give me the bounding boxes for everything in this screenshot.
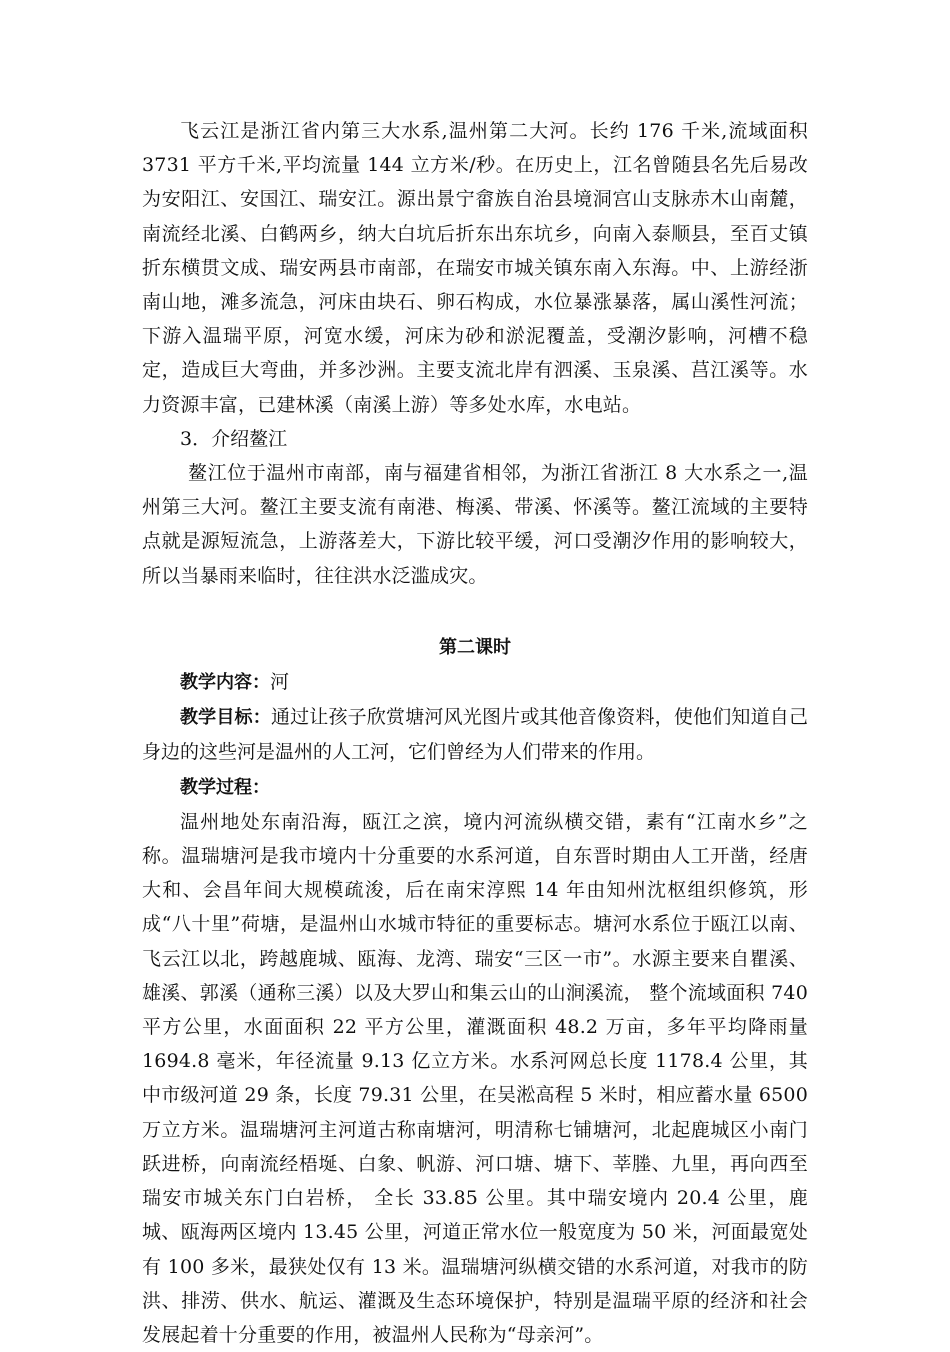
item-introduce-aojiang: 3．介绍鳌江 [180,427,288,450]
teaching-goal-line [142,700,808,769]
teaching-goal-value: 通过让孩子欣赏塘河风光图片或其他音像资料，使他们知道自己身边的这些河是温州的人工河，它们曾经为人们带来的作用。 [142,706,808,764]
paragraph-aojiang-river: 鳌江位于温州市南部，南与福建省相邻，为浙江省浙江 8 大水系之一,温州第三大河。鳌江主要支流有南港、梅溪、带溪、怀溪等。鳌江流域的主要特点就是源短流急，上游落差大，下游比较平缓，河口受潮汐作用的影响较大，所以当暴雨来临时，往往洪水泛滥成灾。 [142,462,808,587]
teaching-content-value: 河 [270,671,290,694]
teaching-process-label: 教学过程： [180,776,270,798]
teaching-process-line [142,770,808,805]
teaching-content-label: 教学内容： [180,672,270,694]
paragraph-wenrui-tanghe: 温州地处东南沿海，瓯江之滨，境内河流纵横交错，素有“江南水乡”之称。温瑞塘河是我市境内十分重要的水系河道，自东晋时期由人工开凿，经唐大和、会昌年间大规模疏浚，后在南宋淳熙 14 年由知州沈枢组织修筑，形成“八十里”荷塘，是温州山水城市特征的重要标志。塘河水系位于瓯江以南、飞云江以北，跨越鹿城、瓯海、龙湾、瑞安“三区一市”。水源主要来自瞿溪、雄溪、郭溪（通称三溪）以及大罗山和集云山的山涧溪流， 整个流域面积 740 平方公里，水面面积 22 平方公里，灌溉面积 48.2 万亩，多年平均降雨量 1694.8 毫米，年径流量 9.13 亿立方米。水系河网总长度 1178.4 公里，其中市级河道 29 条，长度 79.31 公里，在吴淞高程 5 米时，相应蓄水量 6500 万立方米。温瑞塘河主河道古称南塘河，明清称七铺塘河，北起鹿城区小南门跃进桥，向南流经梧埏、白象、帆游、河口塘、塘下、莘塍、九里，再向西至瑞安市城关东门白岩桥， 全长 33.85 公里。其中瑞安境内 20.4 公里，鹿城、瓯海两区境内 13.45 公里，河道正常水位一般宽度为 50 米，河面最宽处有 100 多米，最狭处仅有 13 米。温瑞塘河纵横交错的水系河道，对我市的防洪、排涝、供水、航运、灌溉及生态环境保护，特别是温瑞平原的经济和社会发展起着十分重要的作用，被温州人民称为“母亲河”。 [142,810,808,1346]
paragraph-feiyun-river: 飞云江是浙江省内第三大水系,温州第二大河。长约 176 千米,流域面积 3731 平方千米,平均流量 144 立方米/秒。在历史上，江名曾随县名先后易改为安阳江、安国江、瑞安江。源出景宁畲族自治县境洞宫山支脉赤木山南麓，南流经北溪、白鹤两乡，纳大白坑后折东出东坑乡，向南入泰顺县，至百丈镇折东横贯文成、瑞安两县市南部，在瑞安市城关镇东南入东海。中、上游经浙南山地，滩多流急，河床由块石、卵石构成，水位暴涨暴落，属山溪性河流；下游入温瑞平原，河宽水缓，河床为砂和淤泥覆盖，受潮汐影响，河槽不稳定，造成巨大弯曲，并多沙洲。主要支流北岸有泗溪、玉泉溪、莒江溪等。水力资源丰富，已建林溪（南溪上游）等多处水库，水电站。 [142,120,808,416]
document-body [142,114,808,1352]
teaching-goal-label: 教学目标： [180,707,271,729]
teaching-content-line [142,665,808,700]
section-title-lesson-2: 第二课时 [439,636,511,658]
